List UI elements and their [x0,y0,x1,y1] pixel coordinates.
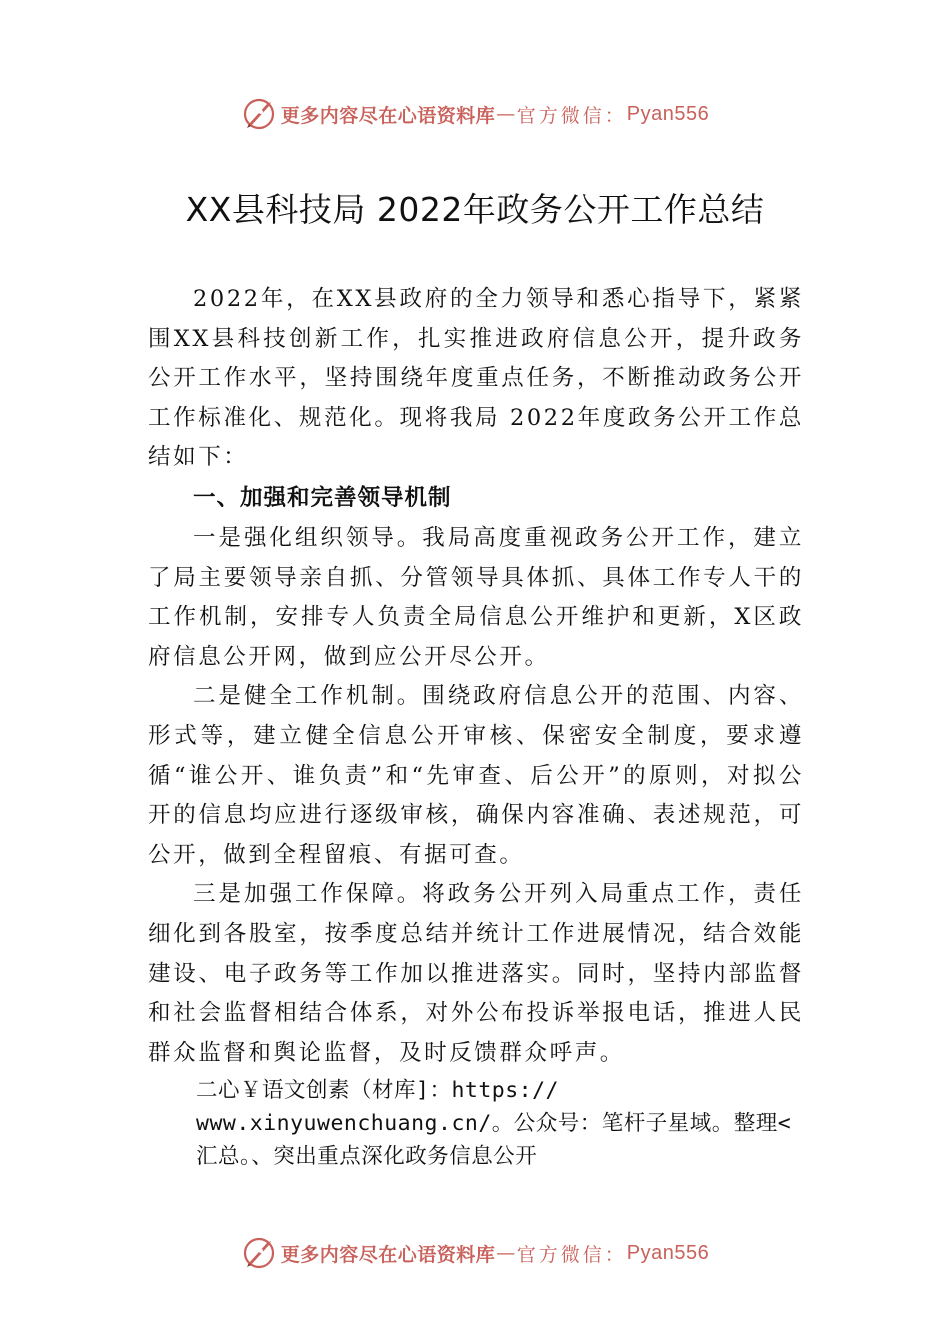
wechat-label: 官方微信： [516,1243,627,1266]
source-note-line: www.xinyuwenchuang.cn/。公众号：笔杆子星域。整理< [196,1111,792,1137]
document-title: XX县科技局 2022年政务公开工作总结 [185,190,765,229]
quill-seal-logo-icon [241,96,277,132]
banner-dash: — [496,1242,516,1264]
paragraph-guarantee: 三是加强工作保障。将政务公开列入局重点工作，责任细化到各股室，按季度总结并统计工作进展情况，结合效能建设、电子政务等工作加以推进落实。同时，坚持内部监督和社会监督相结合体系，对外公布投诉举报电话，推进人民群众监督和舆论监督，及时反馈群众呼声。 [148,881,804,1066]
document-body [148,280,804,1173]
paragraph-mechanism: 二是健全工作机制。围绕政府信息公开的范围、内容、形式等，建立健全信息公开审核、保密安全制度，要求遵循“谁公开、谁负责”和“先审查、后公开”的原则，对拟公开的信息均应进行逐级审核，确保内容准确、表述规范，可公开，做到全程留痕、有据可查。 [148,683,804,868]
footer-banner [0,1233,950,1273]
intro-paragraph: 2022年，在XX县政府的全力领导和悉心指导下，紧紧围XX县科技创新工作，扎实推进政府信息公开，提升政务公开工作水平，坚持围绕年度重点任务，不断推动政务公开工作标准化、规范化。现将我局 2022年度政务公开工作总结如下： [148,286,804,471]
wechat-id: Pyan556 [626,102,710,125]
paragraph-organization: 一是强化组织领导。我局高度重视政务公开工作，建立了局主要领导亲自抓、分管领导具体抓、具体工作专人干的工作机制，安排专人负责全局信息公开维护和更新，X区政府信息公开网，做到应公开尽公开。 [148,524,804,670]
banner-dash: — [496,103,516,125]
header-banner [0,94,950,134]
brand-text: 更多内容尽在心语资料库 [280,1243,496,1266]
wechat-id: Pyan556 [626,1241,710,1264]
source-note [148,1074,804,1173]
source-note-line: 汇总。、突出重点深化政务信息公开 [196,1144,538,1170]
wechat-label: 官方微信： [516,104,627,127]
source-note-line: 二心￥语文创素（材库]：https:// [196,1078,559,1104]
quill-seal-logo-icon [241,1235,277,1271]
section-heading: 一、加强和完善领导机制 [193,484,452,511]
brand-text: 更多内容尽在心语资料库 [280,104,496,127]
